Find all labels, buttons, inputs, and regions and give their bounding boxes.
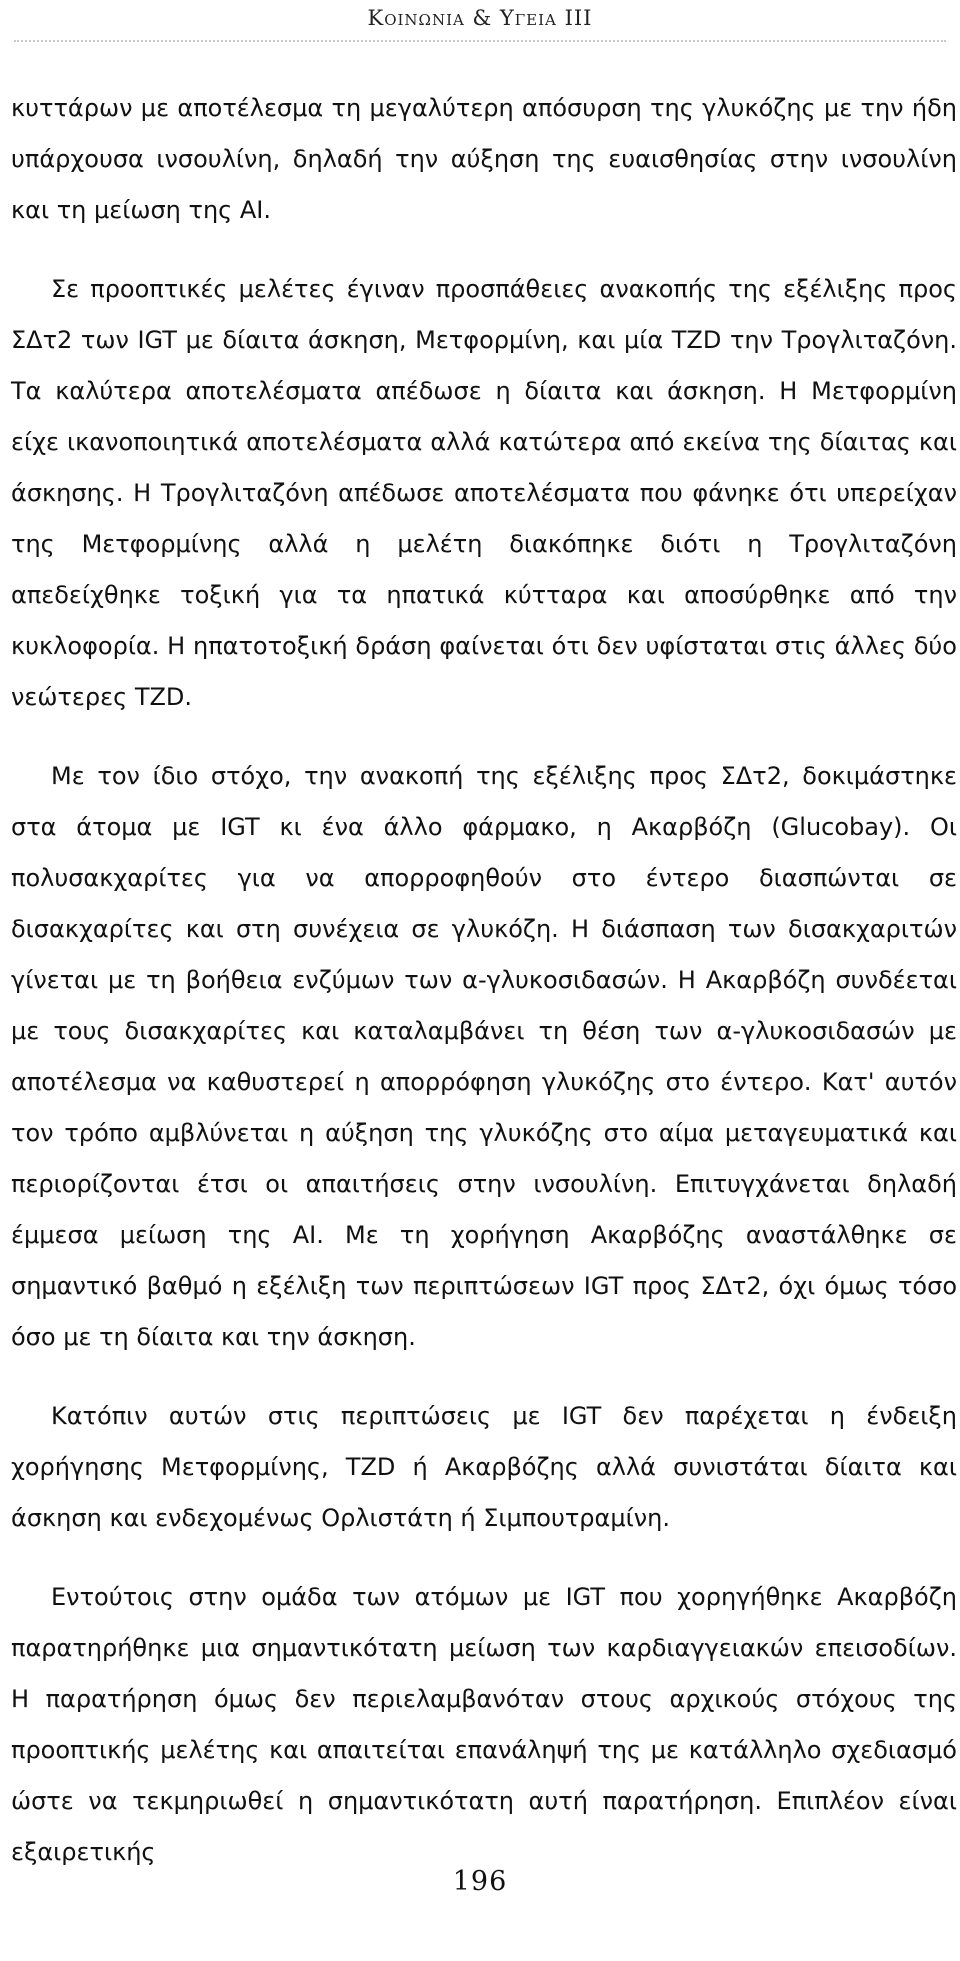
body-text: [11, 83, 957, 1906]
paragraph: Με τον ίδιο στόχο, την ανακοπή της εξέλιξης προς ΣΔτ2, δοκιμάστηκε στα άτομα με IGT κι ένα άλλο φάρμακο, η Ακαρβόζη (Glucobay). Οι πολυσακχαρίτες για να απορροφηθούν στο έντερο διασπώνται σε δισακχαρίτες και στη συνέχεια σε γλυκόζη. Η διάσπαση των δισακχαριτών γίνεται με τη βοήθεια ενζύμων των α-γλυκοσιδασών. Η Ακαρβόζη συνδέεται με τους δισακχαρίτες και καταλαμβάνει τη θέση των α-γλυκοσιδασών με αποτέλεσμα να καθυστερεί η απορρόφηση γλυκόζης στο έντερο. Κατ' αυτόν τον τρόπο αμβλύνεται η αύξηση της γλυκόζης στο αίμα μεταγευματικά και περιορίζονται έτσι οι απαιτήσεις στην ινσουλίνη. Επιτυγχάνεται δηλαδή έμμεσα μείωση της AI. Με τη χορήγηση Ακαρβόζης αναστάλθηκε σε σημαντικό βαθμό η εξέλιξη των περιπτώσεων IGT προς ΣΔτ2, όχι όμως τόσο όσο με τη δίαιτα και την άσκηση.: [11, 762, 957, 1351]
paragraph: Εντούτοις στην ομάδα των ατόμων με IGT που χορηγήθηκε Ακαρβόζη παρατηρήθηκε μια σημαντικότατη μείωση των καρδιαγγειακών επεισοδίων. Η παρατήρηση όμως δεν περιελαμβανόταν στους αρχικούς στόχους της προοπτικής μελέτης και απαιτείται επανάληψή της με κατάλληλο σχεδιασμό ώστε να τεκμηριωθεί η σημαντικότατη αυτή παρατήρηση. Επιπλέον είναι εξαιρετικής: [11, 1583, 957, 1866]
running-head: Κοινωνια & Υγεια III: [367, 6, 593, 30]
paragraph: Σε προοπτικές μελέτες έγιναν προσπάθειες ανακοπής της εξέλιξης προς ΣΔτ2 των IGT με δίαιτα άσκηση, Μετφορμίνη, και μία TZD την Τρογλιταζόνη. Τα καλύτερα αποτελέσματα απέδωσε η δίαιτα και άσκηση. Η Μετφορμίνη είχε ικανοποιητικά αποτελέσματα αλλά κατώτερα από εκείνα της δίαιτας και άσκησης. Η Τρογλιταζόνη απέδωσε αποτελέσματα που φάνηκε ότι υπερείχαν της Μετφορμίνης αλλά η μελέτη διακόπηκε διότι η Τρογλιταζόνη απεδείχθηκε τοξική για τα ηπατικά κύτταρα και αποσύρθηκε από την κυκλοφορία. Η ηπατοτοξική δράση φαίνεται ότι δεν υφίσταται στις άλλες δύο νεώτερες TZD.: [11, 275, 957, 711]
page-number: 196: [452, 1866, 508, 1897]
paragraph: Κατόπιν αυτών στις περιπτώσεις με IGT δεν παρέχεται η ένδειξη χορήγησης Μετφορμίνης, TZD ή Ακαρβόζης αλλά συνιστάται δίαιτα και άσκηση και ενδεχομένως Ορλιστάτη ή Σιμπουτραμίνη.: [11, 1402, 957, 1532]
paragraph-continuation: κυττάρων με αποτέλεσμα τη μεγαλύτερη απόσυρση της γλυκόζης με την ήδη υπάρχουσα ινσουλίνη, δηλαδή την αύξηση της ευαισθησίας στην ινσουλίνη και τη μείωση της AI.: [11, 94, 957, 224]
header-divider: [14, 40, 946, 42]
